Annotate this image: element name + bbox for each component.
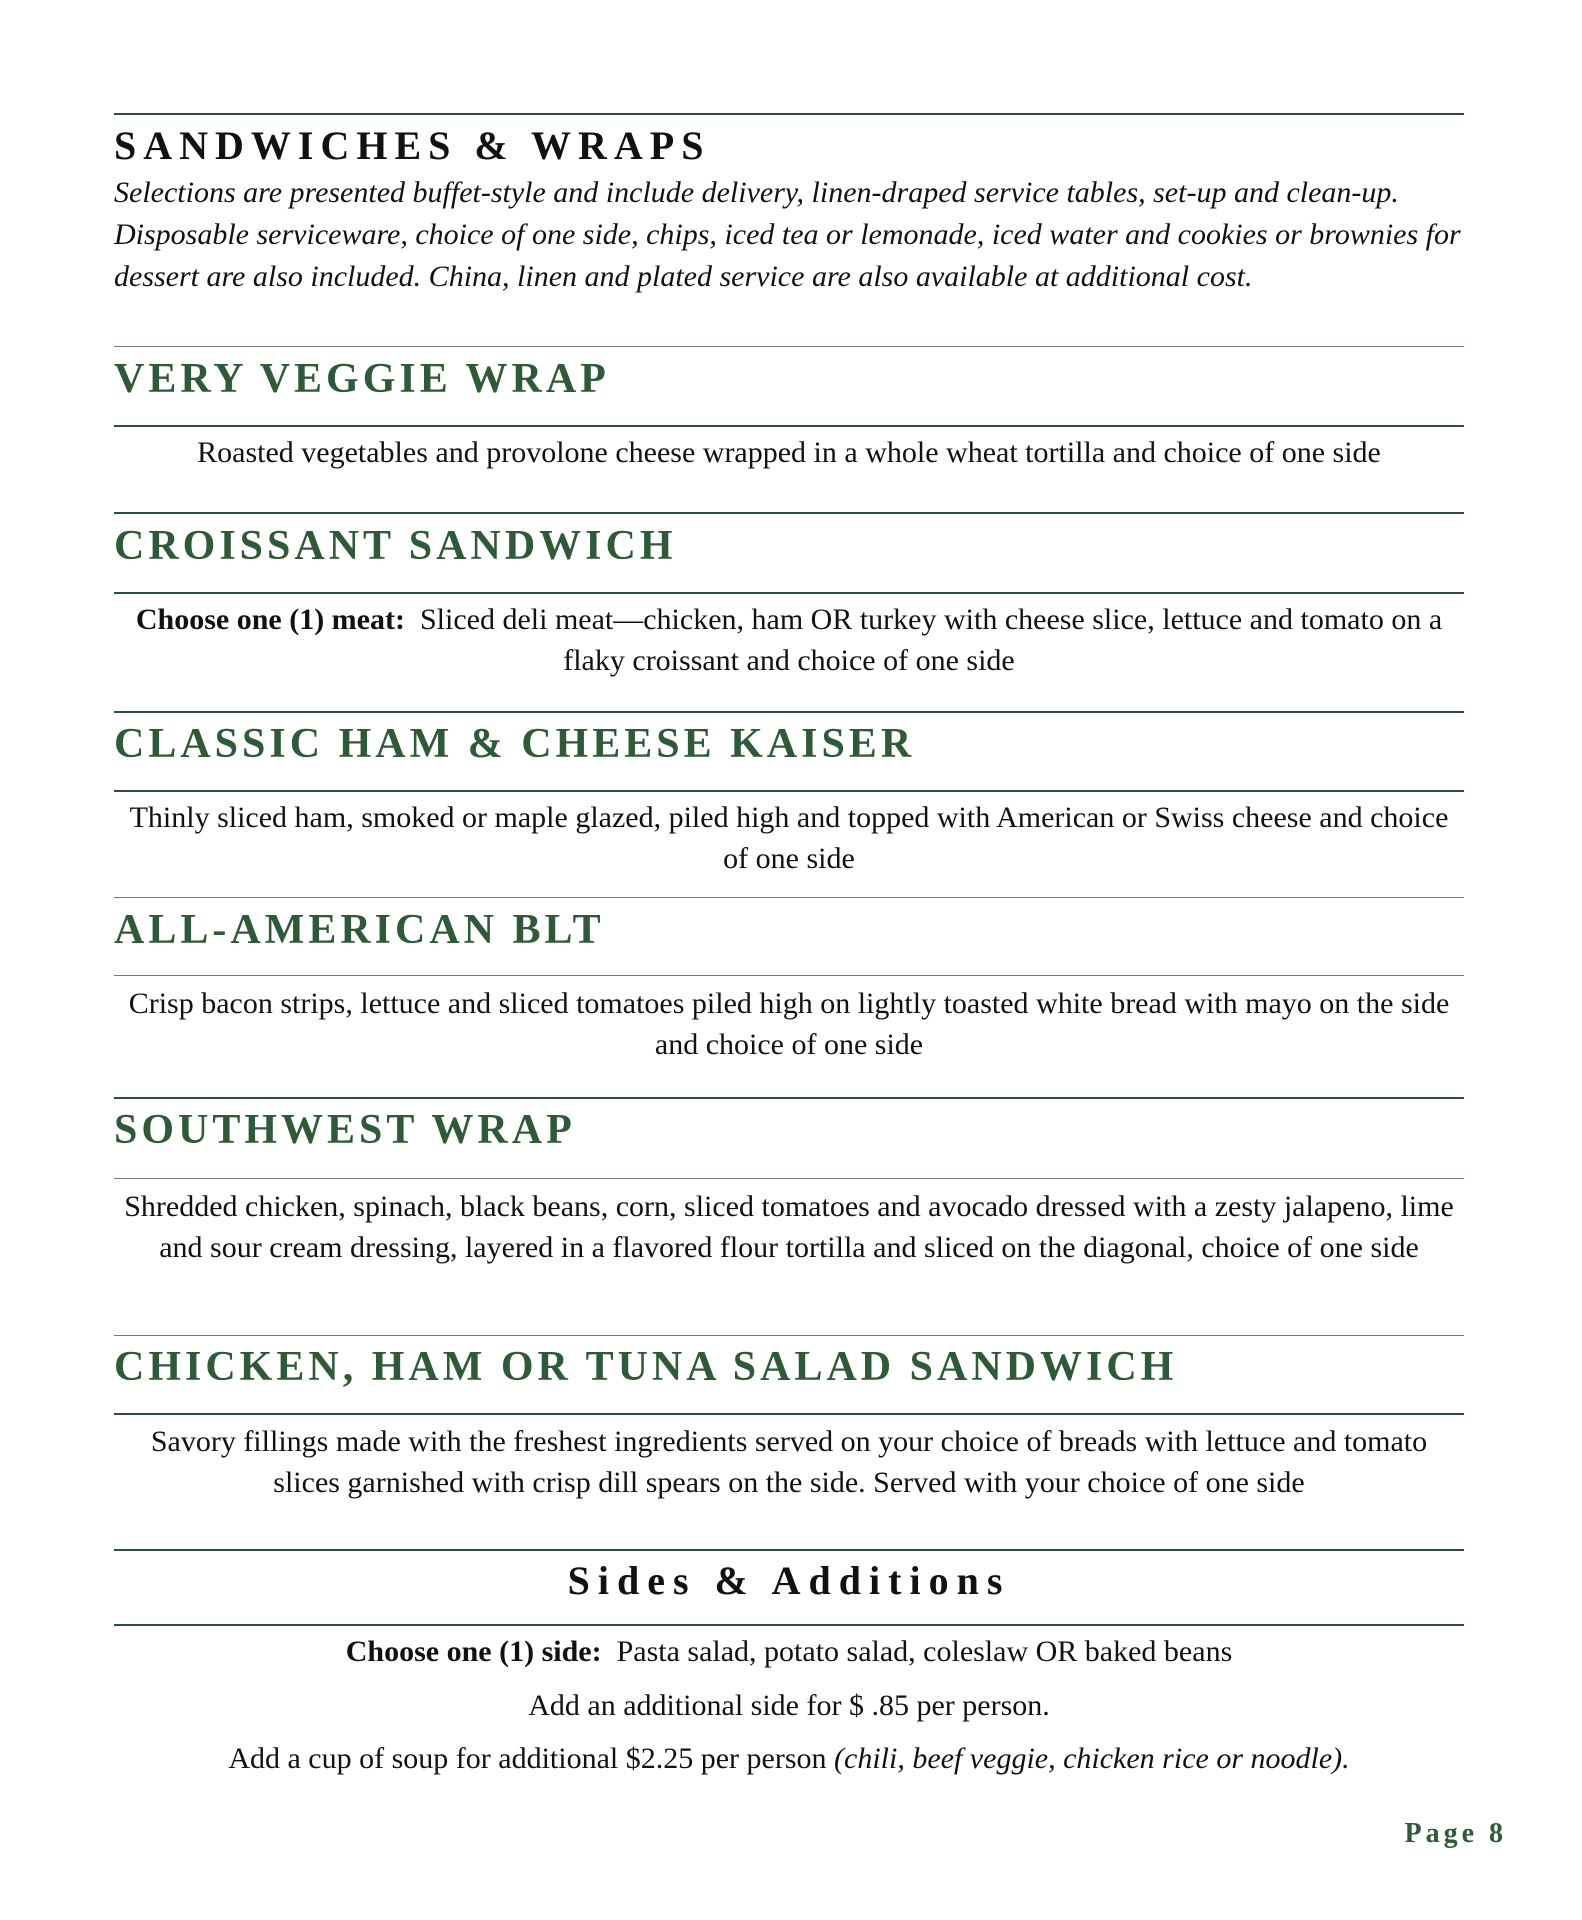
rule — [114, 790, 1464, 792]
rule — [114, 1097, 1464, 1099]
item-description: Savory fillings made with the freshest ingredients served on your choice of breads with lettuce and tomato slices garnished with crisp dill spears on the side. Served with your choice of one side — [150, 1425, 1428, 1499]
rule — [114, 1549, 1464, 1551]
rule — [114, 711, 1464, 713]
soup-text — [114, 1738, 1464, 1779]
item-title-chicken-ham-tuna-salad-sandwich: CHICKEN, HAM OR TUNA SALAD SANDWICH — [114, 1344, 1178, 1390]
rule — [114, 346, 1464, 347]
rule — [114, 592, 1464, 594]
choose-side-label: Choose one (1) side: — [345, 1635, 602, 1668]
item-title-very-veggie-wrap: VERY VEGGIE WRAP — [114, 356, 610, 402]
rule — [114, 1413, 1464, 1415]
item-description: Thinly sliced ham, smoked or maple glazed, piled high and topped with American or Swiss cheese and choice of one side — [129, 801, 1449, 875]
page-number: Page 8 — [1404, 1818, 1507, 1849]
item-description: Roasted vegetables and provolone cheese wrapped in a whole wheat tortilla and choice of one side — [197, 436, 1381, 469]
rule — [114, 1178, 1464, 1179]
item-title-all-american-blt: ALL-AMERICAN BLT — [114, 907, 605, 953]
sides-title: Sides & Additions — [567, 1558, 1011, 1603]
soup-options-text: (chili, beef veggie, chicken rice or noodle). — [834, 1742, 1350, 1775]
item-title-southwest-wrap: SOUTHWEST WRAP — [114, 1107, 576, 1153]
item-title-croissant-sandwich: CROISSANT SANDWICH — [114, 523, 677, 569]
soup-price-text: Add a cup of soup for additional $2.25 per person — [228, 1742, 827, 1775]
section-title: SANDWICHES & WRAPS — [114, 123, 711, 168]
rule — [114, 1335, 1464, 1336]
item-description: Shredded chicken, spinach, black beans, corn, sliced tomatoes and avocado dressed with a zesty jalapeno, lime and sour cream dressing, layered in a flavored flour tortilla and sliced on the diagonal, choice of one side — [124, 1190, 1454, 1264]
item-title-classic-ham-cheese-kaiser: CLASSIC HAM & CHEESE KAISER — [114, 721, 916, 767]
rule — [114, 897, 1464, 898]
item-description — [114, 599, 1464, 681]
rule — [114, 1624, 1464, 1626]
sides-choice — [114, 1631, 1464, 1672]
section-intro: Selections are presented buffet-style and include delivery, linen-draped service tables, set-up and clean-up. Disposable serviceware, choice of one side, chips, iced tea or lemonade, iced water and cookies or brownies for dessert are also included. China, linen and plated service are also available at additional cost. — [114, 176, 1461, 293]
additional-side-text: Add an additional side for $ .85 per person. — [528, 1689, 1050, 1722]
top-rule — [114, 113, 1464, 115]
rule — [114, 512, 1464, 514]
choose-meat-label: Choose one (1) meat: — [135, 603, 405, 636]
rule — [114, 425, 1464, 427]
choose-side-text: Pasta salad, potato salad, coleslaw OR baked beans — [616, 1635, 1233, 1668]
rule — [114, 975, 1464, 976]
choose-meat-text: Sliced deli meat—chicken, ham OR turkey with cheese slice, lettuce and tomato on a flaky croissant and choice of one side — [419, 603, 1443, 677]
item-description: Crisp bacon strips, lettuce and sliced tomatoes piled high on lightly toasted white bread with mayo on the side and choice of one side — [128, 987, 1450, 1061]
